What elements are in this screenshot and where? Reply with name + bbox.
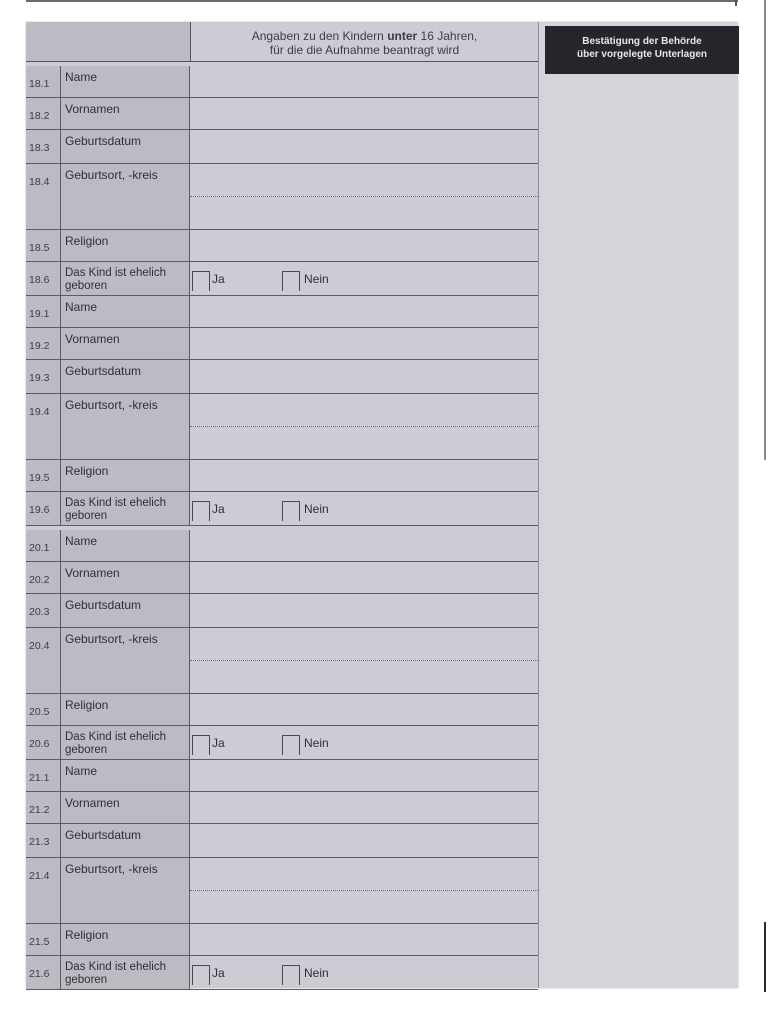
row-label: Name [60,530,190,561]
row-label: Geburtsort, -kreis [60,164,190,229]
row-label: Religion [60,460,190,491]
form-row-ehelich [26,726,538,760]
row-label: Geburtsort, -kreis [60,394,190,459]
form-row-name [26,296,538,328]
row-label: Das Kind ist ehelich geboren [60,262,190,295]
sub-line [190,660,538,661]
authority-line-2: über vorgelegte Unterlagen [576,49,708,60]
row-number: 21.4 [26,858,60,923]
input-field-name[interactable] [190,66,538,97]
form-row-religion [26,924,538,956]
form-row-vornamen [26,98,538,130]
row-number: 20.3 [26,594,60,627]
row-label: Religion [60,694,190,725]
header-text-line2: für die die Aufnahme beantragt wird [269,43,460,57]
sub-line [190,890,538,891]
row-number: 20.5 [26,694,60,725]
checkbox-nein[interactable] [282,271,300,291]
row-number: 19.4 [26,394,60,459]
row-label: Vornamen [60,328,190,359]
form-row-geburtsdatum [26,130,538,164]
checkbox-ja[interactable] [192,501,210,521]
checkbox-nein[interactable] [282,965,300,985]
form-row-religion [26,460,538,492]
checkbox-ja[interactable] [192,271,210,291]
form-row-name [26,66,538,98]
input-field-vornamen[interactable] [190,328,538,359]
authority-header [545,26,739,74]
form-row-ehelich [26,262,538,296]
form-row-geburtsort [26,858,538,924]
row-number: 19.1 [26,296,60,327]
input-field-name[interactable] [190,296,538,327]
edge-line [764,922,766,992]
checkbox-label-nein: Nein [304,272,329,286]
sub-line [190,426,538,427]
input-field-geburtsdatum[interactable] [190,594,538,627]
form-row-vornamen [26,792,538,824]
checkbox-label-ja: Ja [212,272,225,286]
row-number: 18.6 [26,262,60,295]
row-label: Name [60,760,190,791]
input-field-ehelich[interactable] [190,956,538,989]
row-label: Das Kind ist ehelich geboren [60,492,190,525]
form-row-geburtsdatum [26,594,538,628]
row-label: Geburtsdatum [60,824,190,857]
row-number: 19.2 [26,328,60,359]
input-field-geburtsdatum[interactable] [190,360,538,393]
form-row-religion [26,230,538,262]
row-label: Name [60,296,190,327]
row-label: Das Kind ist ehelich geboren [60,956,190,989]
form-row-vornamen [26,562,538,594]
authority-line-1: Bestätigung der Behörde [582,36,702,47]
input-field-vornamen[interactable] [190,98,538,129]
checkbox-label-nein: Nein [304,966,329,980]
row-label: Das Kind ist ehelich geboren [60,726,190,759]
checkbox-label-ja: Ja [212,966,225,980]
row-number: 19.6 [26,492,60,525]
input-field-ehelich[interactable] [190,726,538,759]
input-field-religion[interactable] [190,460,538,491]
form-row-name [26,530,538,562]
row-number: 18.3 [26,130,60,163]
row-number: 19.3 [26,360,60,393]
row-label: Geburtsort, -kreis [60,628,190,693]
row-label: Religion [60,924,190,955]
row-label: Geburtsdatum [60,130,190,163]
row-label: Name [60,66,190,97]
row-label: Religion [60,230,190,261]
edge-line [764,0,766,460]
header-text-1: Angaben zu den Kindern [251,29,388,43]
checkbox-ja[interactable] [192,735,210,755]
form-row-geburtsort [26,628,538,694]
input-field-geburtsdatum[interactable] [190,824,538,857]
form-row-geburtsort [26,394,538,460]
input-field-religion[interactable] [190,694,538,725]
row-label: Geburtsdatum [60,594,190,627]
form-row-religion [26,694,538,726]
row-number: 21.5 [26,924,60,955]
row-number: 20.6 [26,726,60,759]
header-text-bold: unter [387,29,418,43]
row-number: 21.6 [26,956,60,989]
input-field-name[interactable] [190,530,538,561]
checkbox-nein[interactable] [282,735,300,755]
row-label: Vornamen [60,792,190,823]
row-number: 20.1 [26,530,60,561]
header-spacer [26,22,190,62]
form-row-ehelich [26,492,538,526]
input-field-vornamen[interactable] [190,792,538,823]
form-header [190,22,538,62]
sub-line [190,196,538,197]
row-number: 20.2 [26,562,60,593]
checkbox-ja[interactable] [192,965,210,985]
top-rule [26,0,738,2]
input-field-name[interactable] [190,760,538,791]
row-number: 18.5 [26,230,60,261]
form-row-geburtsdatum [26,824,538,858]
form-sheet [26,22,738,988]
input-field-ehelich[interactable] [190,492,538,525]
children-form [26,22,538,988]
row-number: 21.3 [26,824,60,857]
row-label: Vornamen [60,562,190,593]
form-row-ehelich [26,956,538,990]
row-label: Geburtsdatum [60,360,190,393]
input-field-religion[interactable] [190,230,538,261]
checkbox-label-nein: Nein [304,502,329,516]
input-field-ehelich[interactable] [190,262,538,295]
input-field-vornamen[interactable] [190,562,538,593]
row-number: 21.1 [26,760,60,791]
row-number: 20.4 [26,628,60,693]
row-number: 19.5 [26,460,60,491]
row-label: Geburtsort, -kreis [60,858,190,923]
row-number: 21.2 [26,792,60,823]
row-number: 18.4 [26,164,60,229]
input-field-religion[interactable] [190,924,538,955]
form-row-geburtsort [26,164,538,230]
form-row-name [26,760,538,792]
authority-column [538,22,738,988]
header-text-2: 16 Jahren, [417,29,478,43]
checkbox-label-ja: Ja [212,502,225,516]
top-tick [735,0,737,6]
row-label: Vornamen [60,98,190,129]
checkbox-label-ja: Ja [212,736,225,750]
checkbox-label-nein: Nein [304,736,329,750]
checkbox-nein[interactable] [282,501,300,521]
row-number: 18.2 [26,98,60,129]
input-field-geburtsdatum[interactable] [190,130,538,163]
form-row-geburtsdatum [26,360,538,394]
form-row-vornamen [26,328,538,360]
row-number: 18.1 [26,66,60,97]
